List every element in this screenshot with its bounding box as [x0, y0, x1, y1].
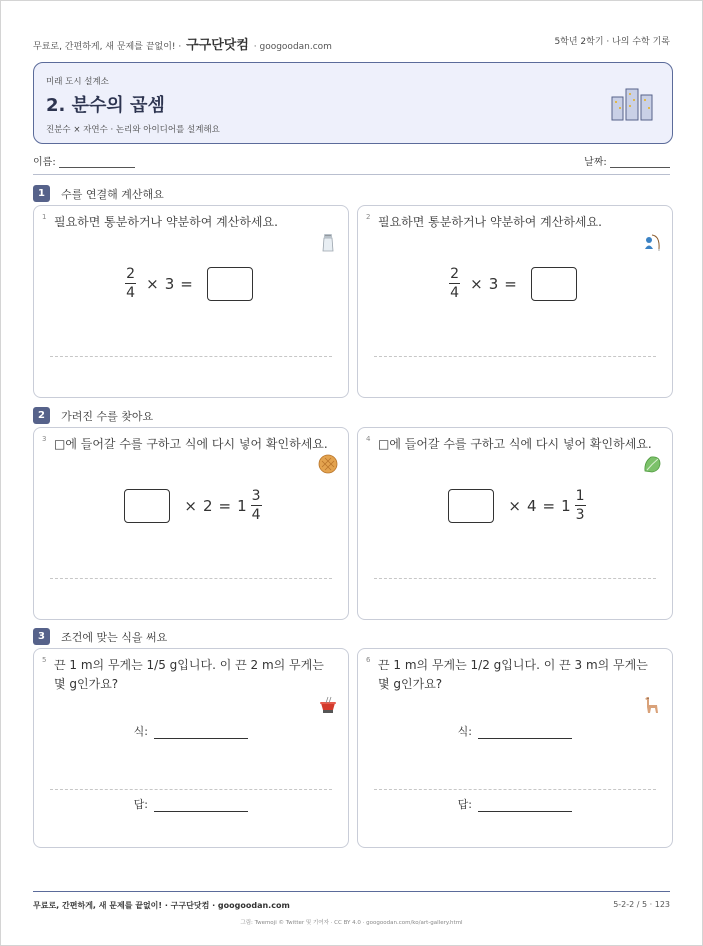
work-line: [50, 578, 332, 579]
date-label: 날짜:: [584, 157, 607, 168]
expression: [358, 488, 672, 523]
fraction-bar: [449, 283, 460, 284]
top-bar: [33, 31, 670, 51]
formula-row: [34, 723, 348, 739]
expression: [358, 266, 672, 301]
times-operator: ×: [470, 274, 483, 293]
problem-text-line-2: 몇 g인가요?: [54, 677, 119, 691]
answer-line[interactable]: [478, 802, 572, 812]
problem-text: □에 들어갈 수를 구하고 식에 다시 넣어 확인하세요.: [378, 437, 652, 451]
answer-label: 답:: [133, 798, 148, 811]
fishing-person-icon: [642, 232, 662, 252]
section-header-2: [33, 405, 153, 425]
section-header-3: [33, 626, 167, 646]
problem-card-4: [357, 427, 673, 620]
work-line: [374, 789, 656, 790]
waffle-icon: [318, 454, 338, 474]
times-operator: ×: [146, 274, 159, 293]
numerator: 2: [126, 266, 136, 282]
section-number: 1: [33, 185, 50, 202]
name-line[interactable]: [59, 158, 135, 168]
equals-sign: =: [504, 274, 517, 293]
numerator: 2: [450, 266, 460, 282]
problem-number: 2: [366, 213, 371, 221]
date-field[interactable]: [584, 153, 670, 168]
formula-label: 식:: [457, 725, 472, 738]
section-number: 2: [33, 407, 50, 424]
times-operator: ×: [184, 496, 197, 515]
problem-text-line-2: 몇 g인가요?: [378, 677, 443, 691]
problem-number: 1: [42, 213, 47, 221]
hero-banner: [33, 62, 673, 144]
formula-label: 식:: [133, 725, 148, 738]
problem-number: 3: [42, 435, 47, 443]
formula-row: [358, 723, 672, 739]
fraction: [575, 488, 586, 523]
brand-name[interactable]: 구구단닷컴: [186, 38, 249, 53]
page-title: 2. 분수의 곱셈: [46, 95, 165, 116]
footer-tagline[interactable]: 무료로, 간편하게, 새 문제를 끝없이! · 구구단닷컴 · googoodan.com: [33, 901, 290, 910]
problem-text: [378, 656, 648, 694]
problem-number: 6: [366, 656, 371, 664]
section-label: 수를 연결해 계산해요: [61, 187, 164, 201]
operand: 3: [488, 274, 499, 293]
numerator: 3: [251, 488, 261, 504]
work-line: [374, 356, 656, 357]
denominator: 4: [126, 285, 136, 301]
problem-text: 필요하면 통분하거나 약분하여 계산하세요.: [378, 215, 602, 229]
problem-card-5: [33, 648, 349, 848]
answer-row: [34, 796, 348, 812]
problem-number: 4: [366, 435, 371, 443]
fraction-bar: [125, 283, 136, 284]
site-url[interactable]: · googoodan.com: [253, 42, 332, 52]
answer-box[interactable]: [207, 267, 253, 301]
problem-text: □에 들어갈 수를 구하고 식에 다시 넣어 확인하세요.: [54, 437, 328, 451]
answer-line[interactable]: [154, 802, 248, 812]
operand: 4: [526, 496, 537, 515]
problem-text-line-1: 끈 1 m의 무게는 1/2 g입니다. 이 끈 3 m의 무게는: [378, 658, 648, 672]
name-label: 이름:: [33, 157, 56, 168]
problem-text: 필요하면 통분하거나 약분하여 계산하세요.: [54, 215, 278, 229]
fraction: [125, 266, 136, 301]
problem-card-3: [33, 427, 349, 620]
top-bar-left: [33, 34, 332, 53]
expression: [34, 266, 348, 301]
expression: [34, 488, 348, 523]
fraction-bar: [575, 505, 586, 506]
problem-text-line-1: 끈 1 m의 무게는 1/5 g입니다. 이 끈 2 m의 무게는: [54, 658, 324, 672]
page-code: 5-2-2 / 5 · 123: [613, 900, 670, 909]
section-number: 3: [33, 628, 50, 645]
fraction-bar: [251, 505, 262, 506]
operand: 3: [164, 274, 175, 293]
fondue-icon: [318, 695, 338, 715]
tagline: 무료로, 간편하게, 새 문제를 끝없이! ·: [33, 42, 182, 52]
denominator: 3: [575, 507, 585, 523]
unknown-box[interactable]: [448, 489, 494, 523]
numerator: 1: [575, 488, 585, 504]
equals-sign: =: [218, 496, 232, 515]
section-header-1: [33, 183, 164, 203]
problem-card-1: [33, 205, 349, 398]
fraction: [449, 266, 460, 301]
divider: [33, 174, 670, 175]
lettuce-icon: [642, 454, 662, 474]
footer-divider: [33, 891, 670, 892]
whole-number: 1: [237, 496, 247, 515]
formula-line[interactable]: [154, 729, 248, 739]
date-line[interactable]: [610, 158, 670, 168]
name-date-row: [33, 153, 670, 169]
problem-number: 5: [42, 656, 47, 664]
city-buildings-icon: [610, 87, 654, 121]
section-label: 조건에 맞는 식을 써요: [61, 630, 168, 644]
hero-kicker: 미래 도시 설계소: [46, 77, 109, 87]
section-label: 가려진 수를 찾아요: [61, 409, 154, 423]
equals-sign: =: [542, 496, 556, 515]
times-operator: ×: [508, 496, 521, 515]
problem-card-6: [357, 648, 673, 848]
llama-icon: [642, 695, 662, 715]
hero-subtitle: 진분수 × 자연수 · 논리와 아이디어를 설계해요: [46, 125, 220, 135]
answer-box[interactable]: [531, 267, 577, 301]
equals-sign: =: [180, 274, 193, 293]
work-line: [374, 578, 656, 579]
whole-number: 1: [561, 496, 571, 515]
salt-shaker-icon: [318, 232, 338, 252]
name-field[interactable]: [33, 153, 135, 168]
fraction: [251, 488, 262, 523]
problem-card-2: [357, 205, 673, 398]
denominator: 4: [251, 507, 261, 523]
work-line: [50, 789, 332, 790]
answer-row: [358, 796, 672, 812]
denominator: 4: [450, 285, 460, 301]
grade-info: 5학년 2학기 · 나의 수학 기록: [554, 37, 670, 47]
answer-label: 답:: [457, 798, 472, 811]
problem-text: [54, 656, 324, 694]
formula-line[interactable]: [478, 729, 572, 739]
work-line: [50, 356, 332, 357]
operand: 2: [202, 496, 213, 515]
unknown-box[interactable]: [124, 489, 170, 523]
image-credit[interactable]: 그림: Twemoji © Twitter 및 기여자 · CC BY 4.0 · googoodan.com/ko/art-gallery.html: [240, 920, 463, 926]
